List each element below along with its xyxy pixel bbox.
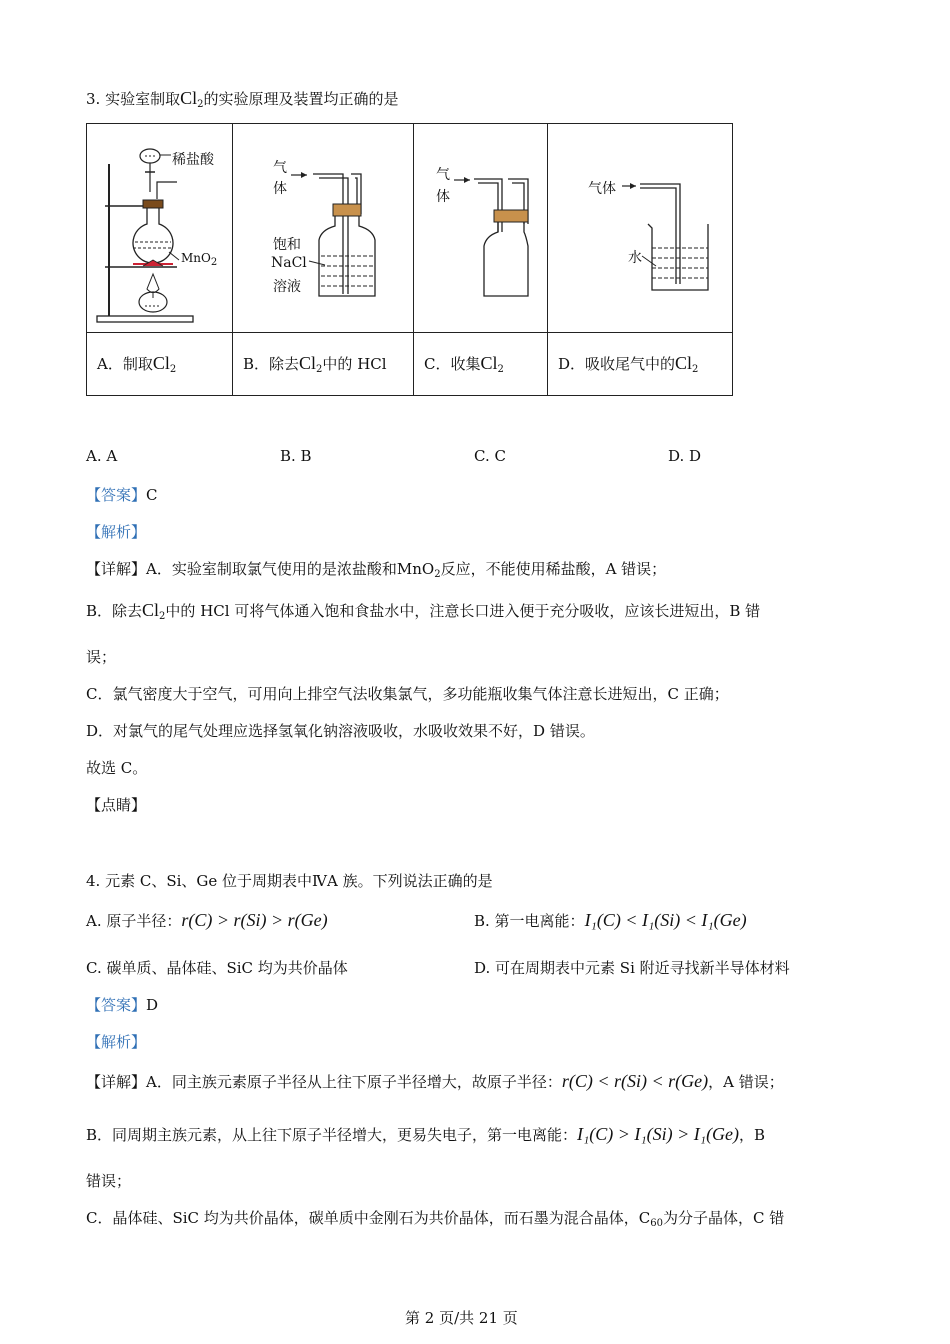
q3-analysis-tag: 【解析】 [86, 523, 147, 541]
figure-d-cell [548, 124, 733, 333]
figure-b-wash-bottle [233, 124, 413, 332]
caption-a: A．制取$Cl_2$ [87, 333, 233, 396]
q3-conclusion: 故选 C。 [86, 759, 148, 777]
q4-answer: 【答案】D [86, 996, 159, 1014]
q4-detail-a: 【详解】A．同主族元素原子半径从上往下原子半径增大，故原子半径：r(C) < r(Si) < r(Ge)，A 错误； [86, 1071, 784, 1091]
q4-detail-b-cont: 错误； [86, 1172, 132, 1190]
q4-option-b: B. 第一电离能：I₁(C) < I₁(Si) < I₁(Ge) [474, 910, 747, 930]
label-gas-c1: 气 [436, 167, 450, 183]
label-solution: 溶液 [273, 279, 301, 295]
label-gas-b1: 气 [273, 160, 287, 176]
q3-answer: 【答案】C [86, 486, 158, 504]
q3-option-d: D. D [668, 447, 702, 465]
q4-detail-b: B．同周期主族元素，从上往下原子半径增大，更易失电子，第一电离能：I₁(C) > I₁(Si) > I₁(Ge)，B [86, 1124, 766, 1144]
q3-detail-c: C．氯气密度大于空气，可用向上排空气法收集氯气，多功能瓶收集气体注意长进短出，C 正确； [86, 685, 729, 703]
q3-option-c: C. C [474, 447, 506, 465]
figure-c-cell [414, 124, 548, 333]
q3-stem: 3. 实验室制取$Cl_2$的实验原理及装置均正确的是 [86, 88, 399, 110]
q4-option-a: A. 原子半径：r(C) > r(Si) > r(Ge) [86, 910, 328, 930]
q4-option-c: C. 碳单质、晶体硅、SiC 均为共价晶体 [86, 959, 348, 977]
label-gas-c2: 体 [436, 189, 450, 205]
figure-c-collection-bottle [414, 124, 547, 332]
q3-detail-b: B．除去$Cl_2$中的 HCl 可将气体通入饱和食盐水中，注意长口进入便于充分吸收，应该长进短出，B 错 [86, 600, 761, 622]
q4-stem: 4. 元素 C、Si、Ge 位于周期表中ⅣA 族。下列说法正确的是 [86, 872, 493, 890]
q3-detail-b-cont: 误； [86, 648, 117, 666]
q3-detail-d: D．对氯气的尾气处理应选择氢氧化钠溶液吸收，水吸收效果不好，D 错误。 [86, 722, 595, 740]
label-mno2: MnO$_2$ [181, 251, 218, 268]
q3-comment-tag: 【点睛】 [86, 796, 147, 814]
q4-analysis-tag: 【解析】 [86, 1033, 147, 1051]
label-water: 水 [628, 250, 642, 266]
caption-c: C．收集$Cl_2$ [414, 333, 548, 396]
label-saturated: 饱和 [273, 237, 301, 253]
caption-b: B．除去$Cl_2$中的 HCl [233, 333, 414, 396]
figure-b-cell [233, 124, 414, 333]
q4-detail-c: C．晶体硅、SiC 均为共价晶体，碳单质中金刚石为共价晶体，而石墨为混合晶体，$C_{60}$为分子晶体，C 错 [86, 1209, 785, 1229]
page-footer: 第 2 页/共 21 页 [405, 1309, 518, 1327]
figure-a-cell [87, 124, 233, 333]
q3-option-b: B. B [280, 447, 312, 465]
label-gas-d: 气体 [588, 181, 616, 197]
caption-d: D．吸收尾气中的$Cl_2$ [548, 333, 733, 396]
label-gas-b2: 体 [273, 181, 287, 197]
figure-d-beaker [548, 124, 732, 332]
label-nacl: NaCl [271, 255, 307, 271]
q3-apparatus-table [86, 123, 733, 396]
label-dilute-hcl: 稀盐酸 [172, 152, 214, 168]
q4-option-d: D. 可在周期表中元素 Si 附近寻找新半导体材料 [474, 959, 790, 977]
q3-option-a: A. A [86, 447, 118, 465]
q3-detail-a: 【详解】A．实验室制取氯气使用的是浓盐酸和MnO$_2$反应，不能使用稀盐酸，A 错误； [86, 560, 667, 580]
